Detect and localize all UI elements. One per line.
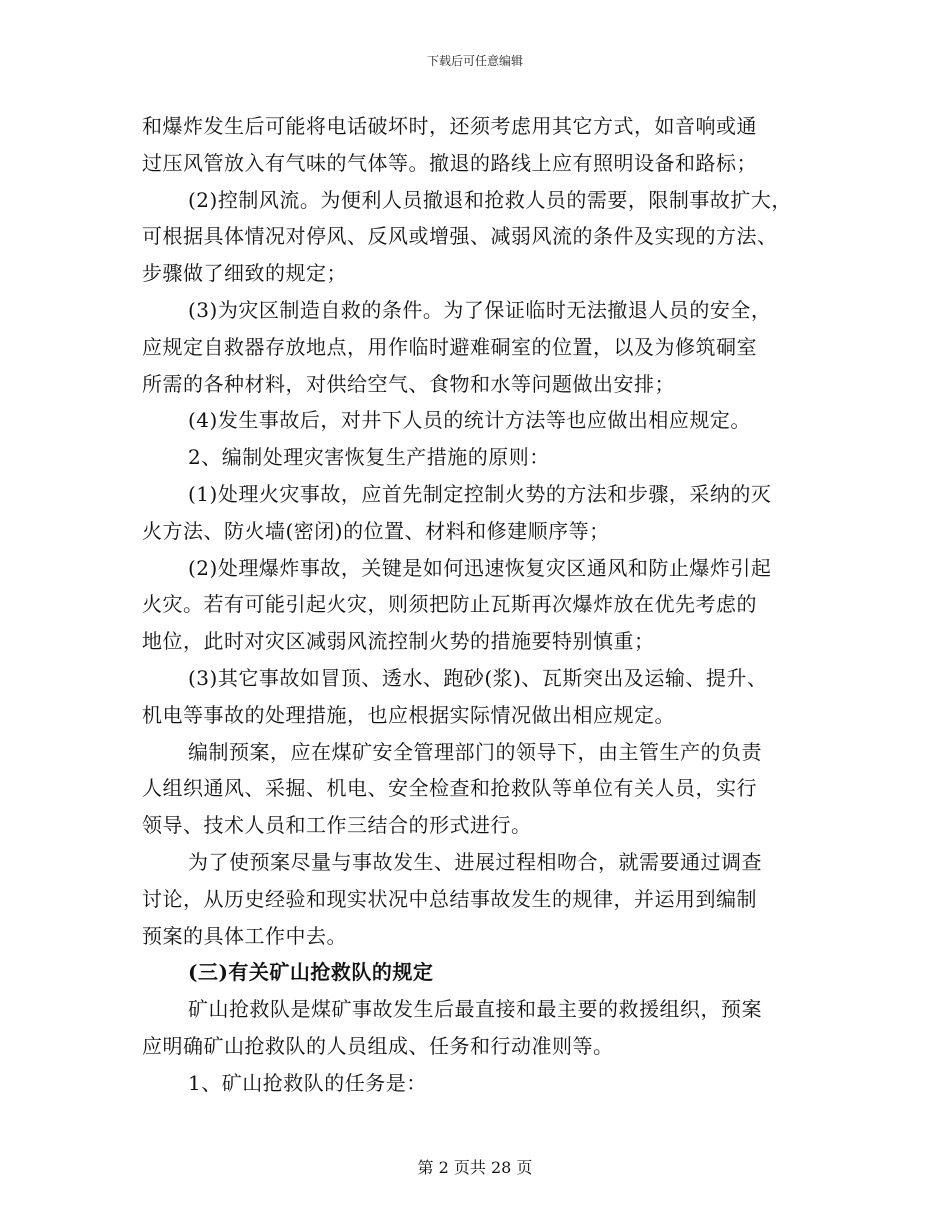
text-line: 编制预案，应在煤矿安全管理部门的领导下，由主管生产的负责 [188,739,762,764]
text-line: 领导、技术人员和工作三结合的形式进行。 [142,813,532,838]
text-line: 2、编制处理灾害恢复生产措施的原则： [188,445,550,470]
text-line: 矿山抢救队是煤矿事故发生后最直接和最主要的救援组织，预案 [188,997,762,1022]
text-line: 可根据具体情况对停风、反风或增强、减弱风流的条件及实现的方法、 [142,224,778,249]
text-line: 机电等事故的处理措施，也应根据实际情况做出相应规定。 [142,702,675,727]
text-line: 1、矿山抢救队的任务是： [188,1070,427,1095]
text-line: 过压风管放入有气味的气体等。撤退的路线上应有照明设备和路标； [142,150,757,175]
page-footer: 第 2 页共 28 页 [417,1158,533,1177]
text-line: (3)其它事故如冒顶、透水、跑砂(浆)、瓦斯突出及运输、提升、 [188,665,768,690]
paragraph [142,1065,822,1102]
text-line: (4)发生事故后，对井下人员的统计方法等也应做出相应规定。 [188,408,751,433]
text-line: (3)为灾区制造自救的条件。为了保证临时无法撤退人员的安全， [188,297,772,322]
paragraph [142,550,822,660]
paragraph [142,991,822,1065]
paragraph [142,660,822,734]
paragraph [142,439,822,476]
paragraph [142,844,822,954]
text-line: 人组织通风、采掘、机电、安全检查和抢救队等单位有关人员，实行 [142,776,757,801]
text-line: 所需的各种材料，对供给空气、食物和水等问题做出安排； [142,371,675,396]
text-line: 应规定自救器存放地点，用作临时避难硐室的位置，以及为修筑硐室 [142,334,757,359]
text-line: (1)处理火灾事故，应首先制定控制火势的方法和步骤，采纳的灭 [188,481,772,506]
paragraph [142,734,822,844]
paragraph [142,108,822,182]
text-line: 火方法、防火墙(密闭)的位置、材料和修建顺序等； [142,518,610,543]
section-heading [142,954,822,991]
text-line: 预案的具体工作中去。 [142,923,347,948]
paragraph [142,292,822,402]
paragraph [142,402,822,439]
text-line: (三)有关矿山抢救队的规定 [188,960,434,985]
text-line: 地位，此时对灾区减弱风流控制火势的措施要特别慎重； [142,629,655,654]
text-line: 和爆炸发生后可能将电话破坏时，还须考虑用其它方式，如音响或通 [142,114,757,138]
text-line: (2)处理爆炸事故，关键是如何迅速恢复灾区通风和防止爆炸引起 [188,555,772,580]
document-body [142,108,822,1102]
text-line: 火灾。若有可能引起火灾，则须把防止瓦斯再次爆炸放在优先考虑的 [142,592,757,617]
text-line: (2)控制风流。为便利人员撤退和抢救人员的需要，限制事故扩大， [188,187,792,212]
text-line: 应明确矿山抢救队的人员组成、任务和行动准则等。 [142,1033,614,1058]
text-line: 为了使预案尽量与事故发生、进展过程相吻合，就需要通过调查 [188,849,762,874]
paragraph [142,476,822,550]
paragraph [142,182,822,292]
page-header: 下载后可任意编辑 [426,54,523,68]
text-line: 步骤做了细致的规定； [142,261,347,286]
text-line: 讨论，从历史经验和现实状况中总结事故发生的规律，并运用到编制 [142,886,757,911]
